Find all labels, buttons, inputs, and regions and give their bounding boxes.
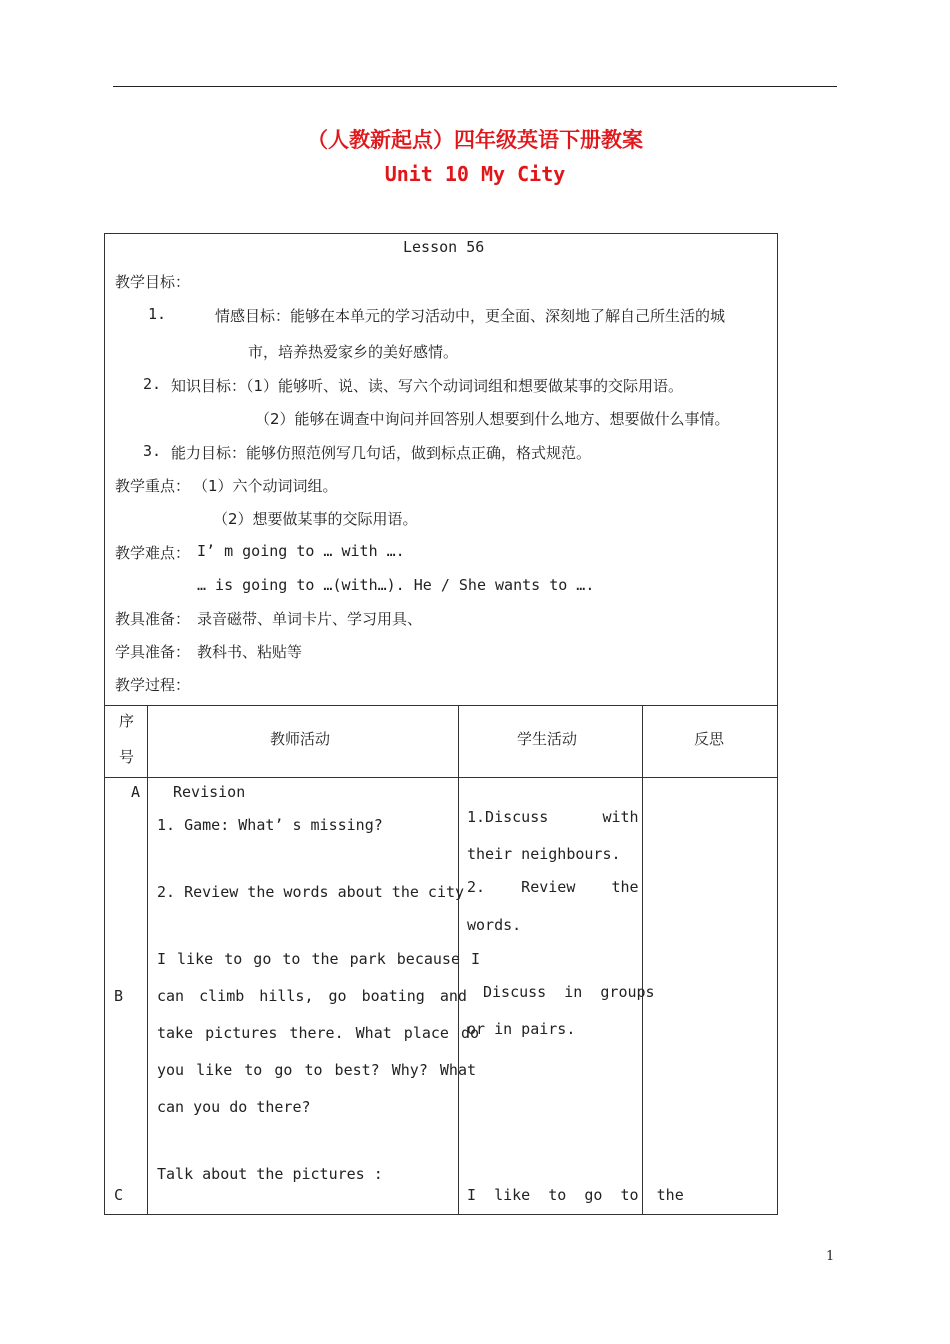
teacher-line: 1. Game: What’ s missing?: [157, 816, 383, 834]
teacher-line: I like to go to the park because I: [157, 950, 481, 968]
header-rule: [113, 86, 837, 87]
difficulty-2: … is going to …(with…). He / She wants to ….: [197, 576, 595, 594]
key-point-2: （2）想要做某事的交际用语。: [213, 510, 418, 528]
objective-2-number: 2.: [143, 375, 162, 393]
student-line: I like to go to the: [467, 1186, 684, 1204]
header-teacher: 教师活动: [270, 730, 331, 748]
teacher-line: Talk about the pictures :: [157, 1165, 383, 1183]
lesson-title: Lesson 56: [403, 238, 485, 256]
objective-1-text: 情感目标：能够在本单元的学习活动中，更全面、深刻地了解自己所生活的城: [215, 307, 726, 325]
page-number: 1: [826, 1249, 835, 1264]
key-point-1: （1）六个动词词组。: [193, 477, 338, 495]
student-line: or in pairs.: [467, 1020, 576, 1038]
student-line: Discuss in groups: [483, 983, 655, 1001]
objective-2-text: 知识目标：（1）能够听、说、读、写六个动词词组和想要做某事的交际用语。: [171, 377, 684, 395]
objective-2-text-cont: （2）能够在调查中询问并回答别人想要到什么地方、想要做什么事情。: [255, 410, 730, 428]
table-top-rule: [105, 705, 777, 706]
teacher-line: Revision: [173, 783, 246, 801]
document-title: （人教新起点）四年级英语下册教案: [307, 128, 643, 152]
teacher-line: take pictures there. What place do: [157, 1024, 480, 1042]
student-line: words.: [467, 916, 522, 934]
student-line: 1.Discuss with: [467, 808, 639, 826]
teacher-line: can climb hills, go boating and: [157, 987, 467, 1005]
objectives-label: 教学目标：: [115, 273, 191, 291]
table-divider-3: [642, 705, 643, 1214]
seq-b: B: [114, 987, 124, 1005]
table-divider-1: [147, 705, 148, 1214]
difficulty-1: I’ m going to … with ….: [197, 542, 405, 560]
teacher-line: 2. Review the words about the city: [157, 883, 465, 901]
objective-1-text-cont: 市，培养热爱家乡的美好感情。: [248, 343, 459, 361]
header-seq-2: 号: [119, 748, 135, 766]
unit-title: Unit 10 My City: [384, 162, 566, 186]
teacher-line: can you do there?: [157, 1098, 311, 1116]
objective-3-number: 3.: [143, 442, 162, 460]
teacher-line: you like to go to best? Why? What: [157, 1061, 477, 1079]
seq-a: A: [131, 783, 141, 801]
key-points-label: 教学重点：: [115, 477, 191, 495]
teacher-prep-label: 教具准备：: [115, 610, 191, 628]
student-line: 2. Review the: [467, 878, 639, 896]
difficulties-label: 教学难点：: [115, 544, 191, 562]
student-prep-label: 学具准备：: [115, 643, 191, 661]
header-seq-1: 序: [119, 712, 135, 730]
objective-1-number: 1.: [148, 305, 167, 323]
table-header-rule: [105, 777, 777, 778]
header-reflect: 反思: [694, 730, 725, 748]
student-line: their neighbours.: [467, 845, 621, 863]
header-student: 学生活动: [517, 730, 578, 748]
lesson-plan-box: [104, 233, 778, 1215]
objective-3-text: 能力目标：能够仿照范例写几句话，做到标点正确，格式规范。: [171, 444, 592, 462]
student-prep-text: 教科书、粘贴等: [197, 643, 303, 661]
teacher-prep-text: 录音磁带、单词卡片、学习用具、: [197, 610, 423, 628]
seq-c: C: [114, 1186, 124, 1204]
process-label: 教学过程：: [115, 676, 191, 694]
